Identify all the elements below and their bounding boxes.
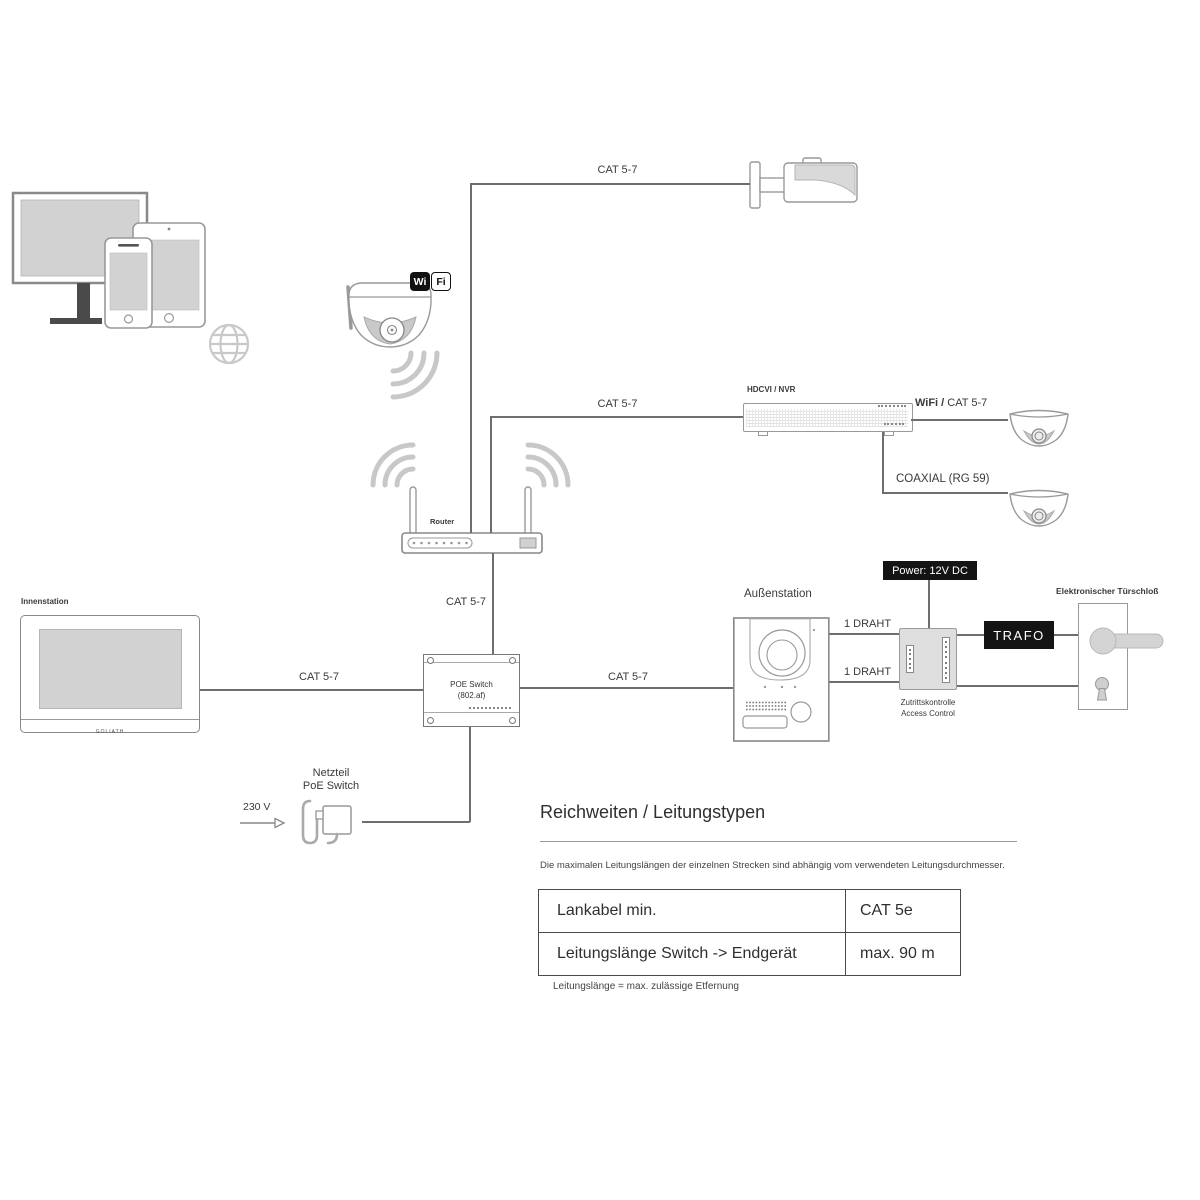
label-wifi-rest: CAT 5-7 — [947, 397, 988, 409]
access-control-device — [899, 628, 957, 690]
cable-draht-bottom — [828, 681, 899, 683]
label-cat57-aussen: CAT 5-7 — [608, 671, 648, 683]
info-title: Reichweiten / Leitungstypen — [540, 802, 766, 822]
dome-camera-wifi-icon — [1008, 402, 1070, 448]
innenstation-bottom-bar — [21, 719, 199, 735]
netzteil-label: Netzteil PoE Switch — [302, 767, 360, 792]
aussenstation-label: Außenstation — [744, 588, 812, 600]
info-description: Die maximalen Leitungslängen der einzelnen Strecken sind abhängig vom verwendeten Leitungsdurchmesser. — [540, 860, 1005, 871]
label-cat57-bullet: CAT 5-7 — [597, 164, 638, 176]
name-plate — [743, 716, 787, 728]
aussenstation-device — [733, 615, 830, 743]
globe-icon — [210, 325, 248, 363]
terminal-strip-left — [906, 645, 914, 673]
trafo-box: TRAFO — [984, 621, 1054, 649]
cable-power-drop — [928, 580, 930, 628]
info-footnote: Leitungslänge = max. zulässige Etfernung — [553, 981, 739, 992]
poe-switch-text: POE Switch (802.af) — [450, 680, 493, 700]
cable-coax — [882, 492, 1008, 494]
client-devices-icon — [10, 190, 260, 375]
cable-nvr-router-drop — [490, 416, 492, 533]
innenstation-device — [20, 615, 200, 733]
cable-coax-drop — [882, 432, 884, 493]
speaker-grille-icon — [745, 700, 788, 712]
label-coaxial: COAXIAL (RG 59) — [896, 473, 990, 485]
phone-icon — [105, 238, 152, 328]
nvr-label: HDCVI / NVR — [747, 385, 796, 394]
table-row — [539, 890, 961, 933]
wifi-badge-wi: Wi — [410, 272, 430, 291]
terminal-strip-right — [942, 637, 950, 683]
bullet-camera-icon — [745, 155, 870, 215]
cable-draht-top — [828, 633, 899, 635]
cable-trafo-door — [1054, 634, 1078, 636]
cable-innen-switch — [200, 689, 423, 691]
door-lock-label: Elektronischer Türschloß — [1056, 586, 1159, 596]
router-label: Router — [430, 517, 455, 526]
poe-ports — [469, 707, 511, 709]
poe-bottom-line — [424, 712, 519, 713]
router-antenna-left — [410, 487, 416, 535]
wifi-badge-fi: Fi — [431, 272, 451, 291]
cable-bullet-cam — [470, 183, 750, 185]
cable-nvr-dome1 — [911, 419, 1008, 421]
nvr-foot-left — [758, 432, 768, 436]
innenstation-screen — [39, 629, 182, 709]
voltage-label: 230 V — [243, 801, 271, 813]
poe-top-line — [424, 662, 519, 663]
cable-router-switch — [492, 553, 494, 654]
innenstation-brand: GOLIATH — [95, 729, 125, 735]
nvr-leds — [884, 423, 904, 425]
cable-nvr-router — [490, 416, 743, 418]
access-control-label: Zutrittskontrolle Access Control — [900, 698, 956, 718]
power-box: Power: 12V DC — [883, 561, 977, 580]
label-draht-top: 1 DRAHT — [844, 618, 892, 630]
router-waves-left-icon — [373, 445, 413, 485]
label-cat57-router-switch: CAT 5-7 — [446, 596, 486, 608]
cable-access-door — [957, 685, 1078, 687]
doorbell-button — [791, 702, 811, 722]
power-adapter-icon — [296, 793, 366, 853]
info-divider — [540, 841, 1017, 842]
cable-netzteil — [362, 821, 470, 823]
nvr-foot-right — [884, 432, 894, 436]
arrow-230v-icon — [238, 815, 288, 831]
cable-access-trafo — [957, 634, 984, 636]
spec-table — [538, 889, 961, 976]
router-antenna-right — [525, 487, 531, 535]
dome-camera-coax-icon — [1008, 482, 1070, 528]
innenstation-label: Innenstation — [21, 597, 69, 606]
cable-switch-aussen — [520, 687, 733, 689]
keyhole-icon — [1092, 676, 1114, 704]
table-cell-label: Leitungslänge Switch -> Endgerät — [539, 933, 846, 976]
cable-bullet-cam-drop — [470, 183, 472, 533]
table-cell-label: Lankabel min. — [539, 890, 846, 933]
wifi-waves-icon — [393, 353, 437, 397]
router-waves-right-icon — [528, 445, 568, 485]
table-cell-value: max. 90 m — [846, 933, 961, 976]
cable-netzteil-up — [469, 727, 471, 822]
table-row — [539, 933, 961, 976]
nvr-ports — [878, 405, 906, 407]
door-handle-icon — [1085, 624, 1170, 658]
label-cat57-innen: CAT 5-7 — [299, 671, 339, 683]
label-wifi-bold: WiFi / — [915, 397, 945, 409]
label-draht-bottom: 1 DRAHT — [844, 666, 892, 678]
label-wifi-cat57 — [915, 397, 987, 409]
poe-switch-device — [423, 654, 520, 727]
label-cat57-nvr: CAT 5-7 — [597, 398, 638, 410]
table-cell-value: CAT 5e — [846, 890, 961, 933]
